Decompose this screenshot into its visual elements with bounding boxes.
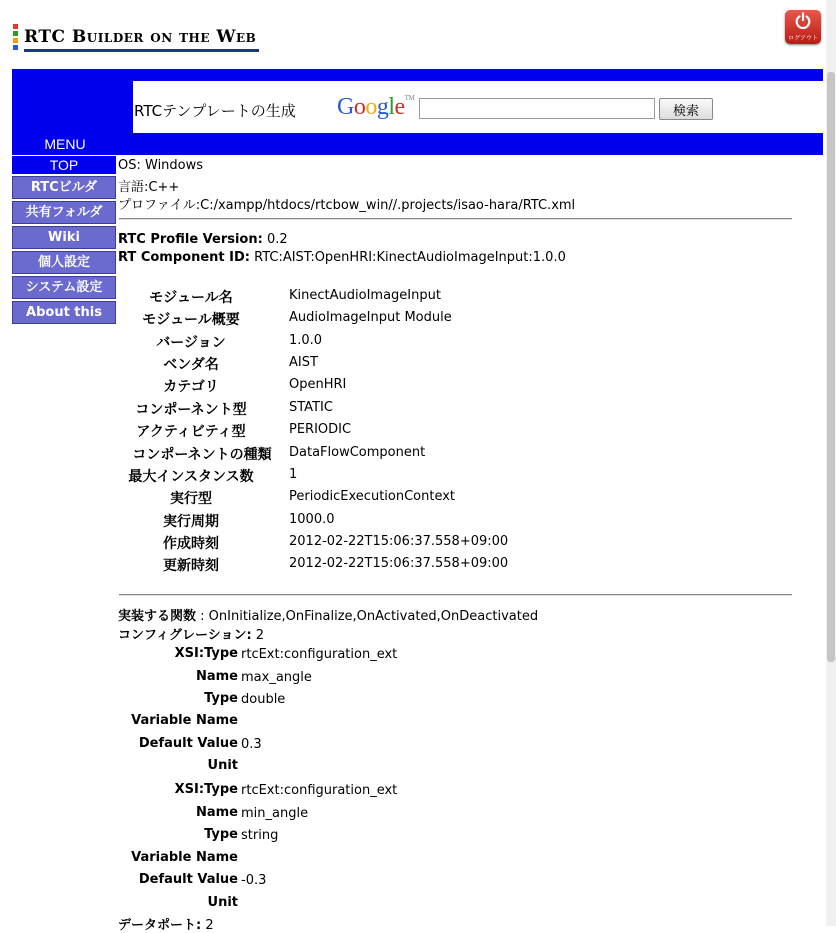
menu-label: MENU xyxy=(44,136,86,152)
config-value: 0.3 xyxy=(241,737,262,752)
config-key: Default Value xyxy=(138,736,238,751)
config-key: Name xyxy=(195,669,238,684)
logo-color-bars xyxy=(13,24,18,52)
configuration-count: 2 xyxy=(251,628,265,643)
property-key: モジュール概要 xyxy=(142,312,240,328)
divider xyxy=(119,218,792,220)
logo-text: RTC Builder on the Web xyxy=(24,27,257,47)
functions-value: : OnInitialize,OnFinalize,OnActivated,OnDeactivated xyxy=(196,609,539,624)
search-panel xyxy=(133,81,823,133)
logo-bar-orange xyxy=(13,38,18,43)
config-value: string xyxy=(241,828,279,843)
implemented-functions xyxy=(118,605,538,624)
property-value: AudioImageInput Module xyxy=(289,310,452,325)
sidebar-item-about[interactable]: About this xyxy=(12,301,116,324)
config-key: Default Value xyxy=(138,872,238,887)
config-key: Unit xyxy=(207,758,238,773)
profile-path: プロファイル:C:/xampp/htdocs/rtcbow_win//.projects/isao-hara/RTC.xml xyxy=(118,198,576,213)
config-key: Variable Name xyxy=(131,713,238,728)
component-id-label: RT Component ID: xyxy=(118,250,250,265)
top-banner xyxy=(12,69,823,155)
property-value: PeriodicExecutionContext xyxy=(289,489,456,504)
component-id xyxy=(118,250,566,265)
config-key: Type xyxy=(204,827,238,842)
property-value: OpenHRI xyxy=(289,377,347,392)
property-value: PERIODIC xyxy=(289,422,352,437)
power-icon xyxy=(794,12,812,30)
rtc-template-link[interactable]: RTCテンプレートの生成 xyxy=(134,102,296,120)
config-value: min_angle xyxy=(241,806,309,821)
config-key: Name xyxy=(195,805,238,820)
logo-bar-green xyxy=(13,31,18,36)
property-key: ベンダ名 xyxy=(163,357,219,373)
config-value: max_angle xyxy=(241,670,312,685)
config-value: -0.3 xyxy=(241,873,267,888)
property-value: KinectAudioImageInput xyxy=(289,288,441,303)
logo-bar-red xyxy=(13,24,18,29)
config-key: XSI:Type xyxy=(174,646,238,661)
sidebar-item-rtc-builder[interactable]: RTCビルダ xyxy=(12,176,116,199)
sidebar-item-wiki[interactable]: Wiki xyxy=(12,226,116,249)
property-value: 1000.0 xyxy=(289,512,335,527)
search-input[interactable] xyxy=(419,98,655,119)
property-value: 2012-02-22T15:06:37.558+09:00 xyxy=(289,556,509,571)
property-key: バージョン xyxy=(156,335,226,351)
config-key: XSI:Type xyxy=(174,782,238,797)
language-info: 言語:C++ xyxy=(118,180,180,195)
sidebar-item-shared-folder[interactable]: 共有フォルダ xyxy=(12,201,116,224)
configuration-label: コンフィグレーション: xyxy=(118,628,252,643)
profile-version-label: RTC Profile Version: xyxy=(118,232,263,247)
property-key: コンポーネントの種類 xyxy=(132,447,272,463)
profile-version-value: 0.2 xyxy=(262,232,288,247)
app-logo[interactable] xyxy=(13,22,259,54)
property-key: 最大インスタンス数 xyxy=(128,469,254,485)
property-value: 1.0.0 xyxy=(289,333,323,348)
property-key: 実行周期 xyxy=(163,514,219,530)
config-key: Type xyxy=(204,691,238,706)
configuration-header xyxy=(118,624,264,643)
logout-button[interactable] xyxy=(785,10,821,44)
divider xyxy=(119,594,792,596)
property-key: アクティビティ型 xyxy=(136,424,246,440)
component-id-value: RTC:AIST:OpenHRI:KinectAudioImageInput:1.0.0 xyxy=(249,250,566,265)
logout-caption: ログアウト xyxy=(787,35,818,42)
property-key: 作成時刻 xyxy=(163,536,219,552)
property-key: 更新時刻 xyxy=(163,558,219,574)
property-key: 実行型 xyxy=(170,491,212,507)
profile-version xyxy=(118,232,288,247)
config-value: rtcExt:configuration_ext xyxy=(241,783,398,798)
sidebar-menu xyxy=(12,156,116,324)
property-value: 1 xyxy=(289,467,298,482)
property-key: モジュール名 xyxy=(149,290,233,306)
scrollbar-thumb[interactable] xyxy=(827,72,835,662)
config-key: Unit xyxy=(207,895,238,910)
config-value: double xyxy=(241,692,286,707)
sidebar-item-top[interactable]: TOP xyxy=(12,156,116,174)
property-value: AIST xyxy=(289,355,318,370)
property-value: DataFlowComponent xyxy=(289,445,426,460)
config-key: Variable Name xyxy=(131,850,238,865)
logo-underline xyxy=(24,49,259,52)
dataport-header xyxy=(118,914,214,933)
dataport-count: 2 xyxy=(201,918,214,933)
property-key: カテゴリ xyxy=(163,379,219,395)
sidebar-item-system-settings[interactable]: システム設定 xyxy=(12,276,116,299)
logo-bar-blue xyxy=(13,45,18,50)
functions-label: 実装する関数 xyxy=(118,609,197,624)
os-info: OS: Windows xyxy=(118,158,204,173)
property-value: STATIC xyxy=(289,400,333,415)
search-button[interactable]: 検索 xyxy=(659,98,713,120)
property-key: コンポーネント型 xyxy=(135,402,247,418)
property-value: 2012-02-22T15:06:37.558+09:00 xyxy=(289,534,509,549)
google-logo: Google™ xyxy=(337,94,415,120)
dataport-label: データポート: xyxy=(118,918,202,933)
config-value: rtcExt:configuration_ext xyxy=(241,647,398,662)
sidebar-item-personal-settings[interactable]: 個人設定 xyxy=(12,251,116,274)
